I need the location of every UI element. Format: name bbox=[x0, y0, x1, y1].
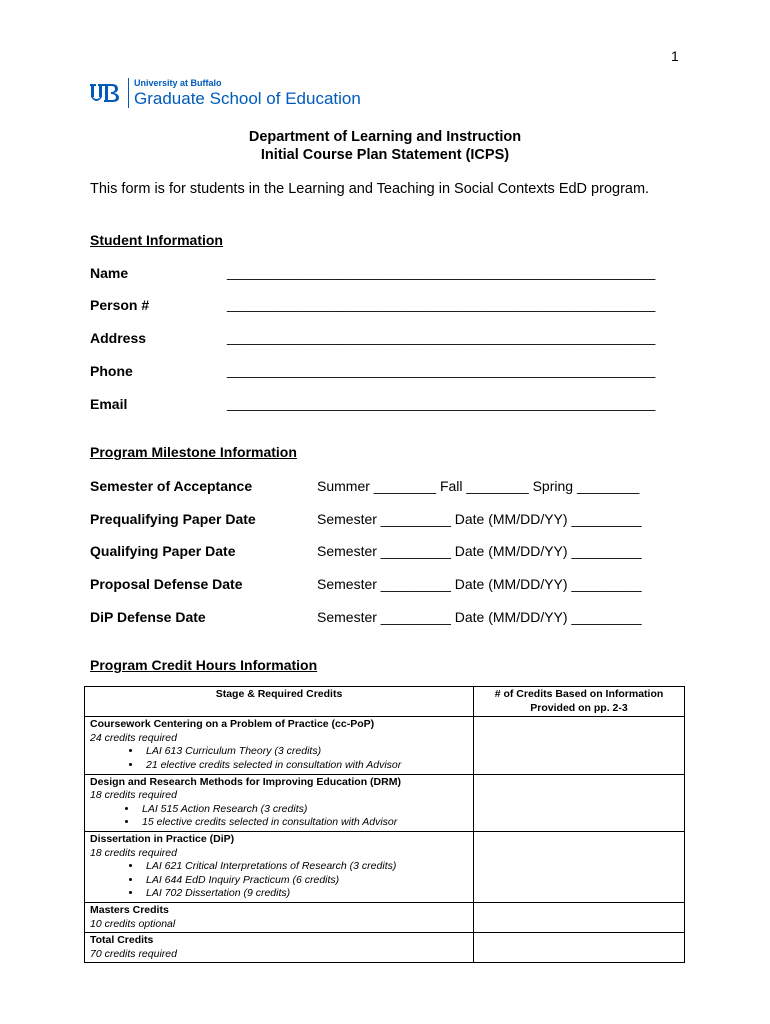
qualifying-paper-date-label: Qualifying Paper Date bbox=[90, 543, 236, 559]
stage-requirement: 18 credits required bbox=[90, 789, 177, 802]
stage-title: Dissertation in Practice (DiP) bbox=[90, 832, 235, 845]
list-item: • LAI 702 Dissertation (9 credits) bbox=[142, 887, 468, 901]
credits-input-cell[interactable] bbox=[474, 902, 685, 932]
table-row bbox=[85, 933, 685, 963]
phone-field[interactable]: _______________________________________________________ bbox=[227, 362, 656, 378]
name-field[interactable]: _______________________________________________________ bbox=[227, 264, 656, 280]
credits-input-cell[interactable] bbox=[474, 774, 685, 831]
title-department: Department of Learning and Instruction bbox=[248, 129, 522, 145]
page-number: 1 bbox=[671, 48, 679, 64]
dip-defense-date-label: DiP Defense Date bbox=[90, 609, 206, 625]
list-item: • LAI 613 Curriculum Theory (3 credits) bbox=[142, 745, 468, 759]
prequalifying-paper-date-label: Prequalifying Paper Date bbox=[90, 511, 256, 527]
list-item: • LAI 644 EdD Inquiry Practicum (6 credits) bbox=[142, 874, 468, 888]
address-field[interactable]: _______________________________________________________ bbox=[227, 329, 656, 345]
credits-input-cell[interactable] bbox=[474, 831, 685, 902]
proposal-defense-date-field[interactable]: Semester _________ Date (MM/DD/YY) _________ bbox=[317, 576, 642, 592]
qualifying-paper-date-field[interactable]: Semester _________ Date (MM/DD/YY) _________ bbox=[317, 543, 642, 559]
ub-logo-icon bbox=[90, 81, 122, 105]
email-label: Email bbox=[90, 396, 128, 412]
school-logo bbox=[90, 78, 361, 108]
credits-heading: Program Credit Hours Information bbox=[90, 657, 318, 673]
stage-title: Masters Credits bbox=[90, 903, 169, 916]
stage-requirement: 70 credits required bbox=[90, 947, 177, 960]
credits-header-line: # of Credits Based on Information bbox=[494, 688, 664, 700]
list-item: • LAI 515 Action Research (3 credits) bbox=[138, 803, 468, 817]
stage-requirement: 18 credits required bbox=[90, 846, 177, 859]
proposal-defense-date-label: Proposal Defense Date bbox=[90, 576, 243, 592]
name-label: Name bbox=[90, 265, 129, 281]
stage-cell bbox=[85, 774, 474, 831]
stage-title: Coursework Centering on a Problem of Practice (cc-PoP) bbox=[90, 718, 375, 731]
credits-input-cell[interactable] bbox=[474, 717, 685, 774]
intro-text: This form is for students in the Learning and Teaching in Social Contexts EdD program. bbox=[90, 181, 650, 197]
semester-of-acceptance-field[interactable]: Summer ________ Fall ________ Spring ________ bbox=[317, 478, 640, 494]
table-row bbox=[85, 774, 685, 831]
prequalifying-paper-date-field[interactable]: Semester _________ Date (MM/DD/YY) _________ bbox=[317, 511, 642, 527]
stage-cell bbox=[85, 717, 474, 774]
semester-of-acceptance-label: Semester of Acceptance bbox=[90, 478, 253, 494]
person-number-label: Person # bbox=[90, 297, 150, 313]
address-label: Address bbox=[90, 330, 147, 346]
table-header-row bbox=[85, 687, 685, 717]
document-title bbox=[0, 128, 770, 164]
credits-table bbox=[84, 686, 685, 963]
title-form-name: Initial Course Plan Statement (ICPS) bbox=[260, 147, 510, 163]
logo-school-name: Graduate School of Education bbox=[134, 89, 361, 108]
dip-defense-date-field[interactable]: Semester _________ Date (MM/DD/YY) _________ bbox=[317, 609, 642, 625]
table-row bbox=[85, 902, 685, 932]
stage-title: Design and Research Methods for Improving Education (DRM) bbox=[90, 775, 401, 788]
stage-cell bbox=[85, 831, 474, 902]
stage-requirement: 10 credits optional bbox=[90, 917, 176, 930]
phone-label: Phone bbox=[90, 363, 133, 379]
credits-input-cell[interactable] bbox=[474, 933, 685, 963]
student-info-heading: Student Information bbox=[90, 232, 223, 248]
person-number-field[interactable]: _______________________________________________________ bbox=[227, 296, 656, 312]
list-item: • 15 elective credits selected in consultation with Advisor bbox=[138, 816, 468, 830]
credits-header-line: Provided on pp. 2-3 bbox=[530, 701, 628, 714]
logo-university-name: University at Buffalo bbox=[134, 78, 222, 88]
credits-column-header bbox=[474, 687, 685, 717]
stage-cell bbox=[85, 933, 474, 963]
logo-divider bbox=[128, 78, 129, 108]
table-row bbox=[85, 831, 685, 902]
stage-requirement: 24 credits required bbox=[90, 731, 177, 744]
table-row bbox=[85, 717, 685, 774]
milestone-heading: Program Milestone Information bbox=[90, 444, 297, 460]
stage-title: Total Credits bbox=[90, 934, 154, 947]
list-item: • 21 elective credits selected in consultation with Advisor bbox=[142, 759, 468, 773]
email-field[interactable]: _______________________________________________________ bbox=[227, 395, 656, 411]
stage-cell bbox=[85, 902, 474, 932]
stage-column-header: Stage & Required Credits bbox=[85, 687, 474, 717]
list-item: • LAI 621 Critical Interpretations of Research (3 credits) bbox=[142, 860, 468, 874]
